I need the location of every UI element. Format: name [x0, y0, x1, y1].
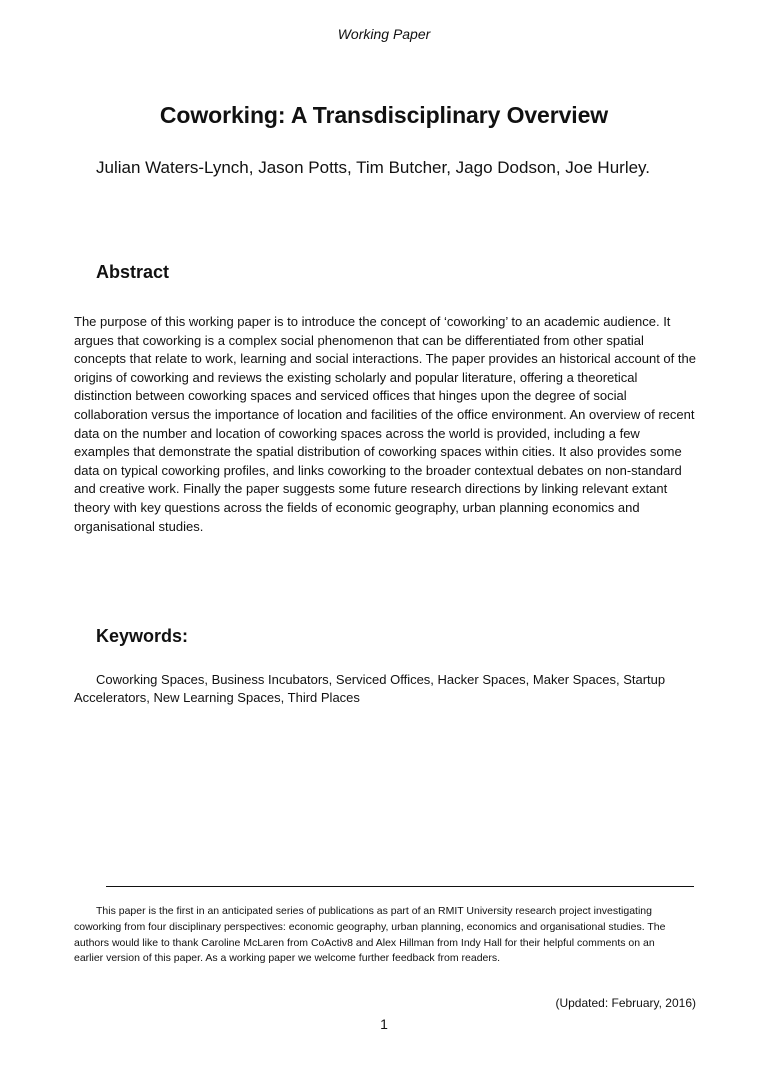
footnote: This paper is the first in an anticipated series of publications as part of an RMIT University research project investigating coworking from four disciplinary perspectives: economic geography, urban planning, economics and organisational studies. The authors would like to thank Caroline McLaren from CoActiv8 and Alex Hillman from Indy Hall for their helpful comments on an earlier version of this paper. As a working paper we welcome further feedback from readers. [74, 905, 666, 965]
author-list: Julian Waters-Lynch, Jason Potts, Tim Butcher, Jago Dodson, Joe Hurley. [96, 158, 651, 177]
page-number: 1 [380, 1016, 388, 1032]
running-header: Working Paper [337, 26, 431, 42]
footnote-divider [106, 886, 694, 887]
keywords-body: Coworking Spaces, Business Incubators, Serviced Offices, Hacker Spaces, Maker Spaces, Startup Accelerators, New Learning Spaces, Third Places [74, 672, 666, 705]
updated-date: (Updated: February, 2016) [555, 996, 696, 1010]
keywords-heading: Keywords: [96, 626, 189, 646]
paper-title: Coworking: A Transdisciplinary Overview [159, 102, 609, 128]
abstract-body: The purpose of this working paper is to introduce the concept of ‘coworking’ to an academic audience. It argues that coworking is a complex social phenomenon that can be differentiated from other spatial concepts that relate to work, learning and social interactions. The paper provides an historical account of the origins of coworking and reviews the existing scholarly and popular literature, offering a theoretical distinction between coworking spaces and serviced offices that hinges upon the degree of social collaboration versus the importance of location and facilities of the office environment. An overview of recent data on the number and location of coworking spaces across the world is provided, including a few examples that demonstrate the spatial distribution of coworking spaces within cities. It also provides some data on typical coworking profiles, and links coworking to the broader contextual debates on non-standard and creative work. Finally the paper suggests some future research directions by linking relevant extant theory with key questions across the fields of economic geography, urban planning economics and organisational studies. [74, 314, 696, 534]
abstract-heading: Abstract [96, 262, 170, 282]
